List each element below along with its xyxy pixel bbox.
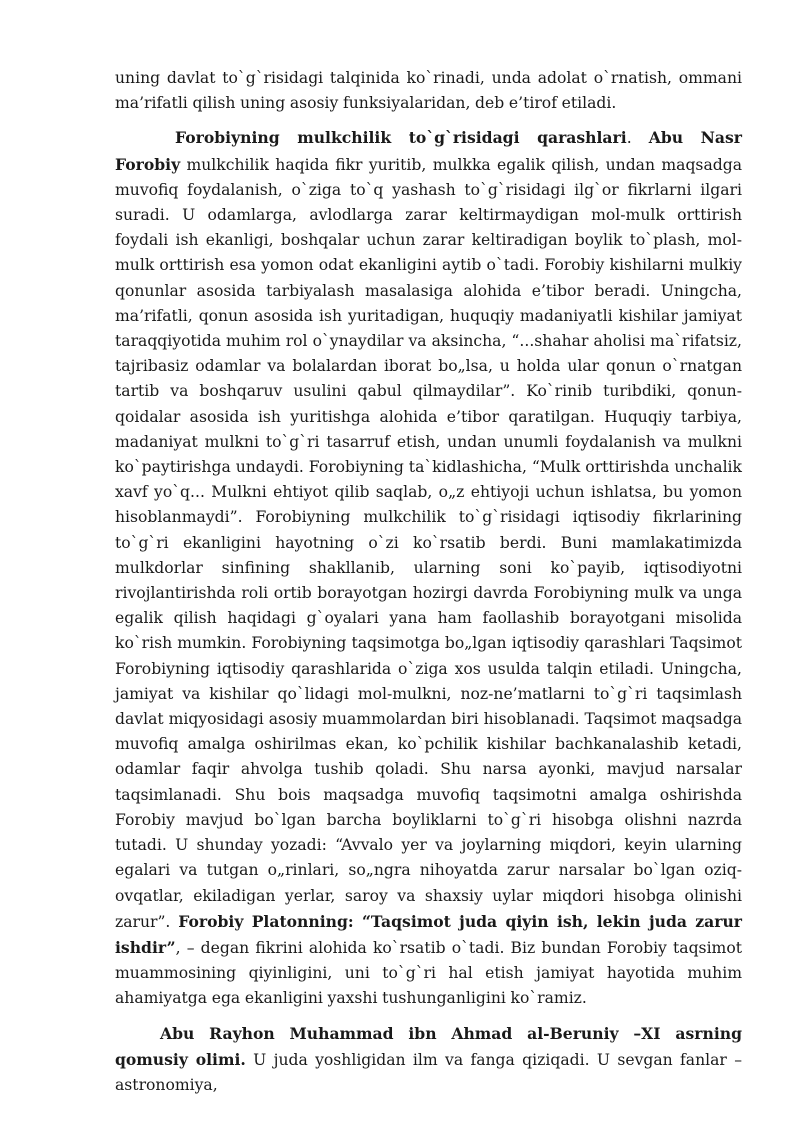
paragraph-intro (115, 66, 742, 116)
paragraph-beruniy-body: U juda yoshligidan ilm va fanga qiziqadi. U sevgan fanlar – astronomiya, (115, 1050, 742, 1094)
paragraph-beruniy (115, 1021, 742, 1099)
paragraph-forobiy-tail: , – degan fikrini alohida ko`rsatib o`tadi. Biz bundan Forobiy taqsimot muammosining qiyinligini, uni to`g`ri hal etish jamiyat hayotida muhim ahamiyatga ega ekanligini yaxshi tushunganligini ko`ramiz. (115, 938, 742, 1008)
platon-quote: Forobiy Platonning: “Taqsimot juda qiyin ish, lekin juda zarur ishdir” (115, 911, 742, 957)
author-name-forobiy: Abu Nasr Forobiy (115, 128, 743, 174)
heading-separator: . (626, 129, 649, 148)
paragraph-forobiy-property (115, 125, 742, 1011)
section-heading-beruniy: Abu Rayhon Muhammad ibn Ahmad al-Beruniy –XI asrning qomusiy olimi. (115, 1023, 742, 1069)
paragraph-forobiy-body: mulkchilik haqida fikr yuritib, mulkka egalik qilish, undan maqsadga muvofiq foydalanish, o`ziga to`q yashash to`g`risidagi ilg`or fikrlarni ilgari suradi. U odamlarga, avlodlarga zarar keltirmaydigan mol-mulk orttirish foydali ish ekanligi, boshqalar uchun zarar keltiradigan boylik to`plash, mol-mulk orttirish esa yomon odat ekanligini aytib o`tadi. Forobiy kishilarni mulkiy qonunlar asosida tarbiyalash masalasiga alohida e’tibor beradi. Uningcha, ma’rifatli, qonun asosida ish yuritadigan, huquqiy madaniyatli kishilar jamiyat taraqqiyotida muhim rol o`ynaydilar va aksincha, “...shahar aholisi ma`rifatsiz, tajribasiz odamlar va bolalardan iborat bo„lsa, u holda ular qonun o`rnatgan tartib va boshqaruv usulini qabul qilmaydilar”. Ko`rinib turibdiki, qonun-qoidalar asosida ish yuritishga alohida e’tibor qaratilgan. Huquqiy tarbiya, madaniyat mulkni to`g`ri tasarruf etish, undan unumli foydalanish va mulkni ko`paytirishga undaydi. Forobiyning ta`kidlashicha, “Mulk orttirishda unchalik xavf yo`q... Mulkni ehtiyot qilib saqlab, o„z ehtiyoji uchun ishlatsa, bu yomon hisoblanmaydi”. Forobiyning mulkchilik to`g`risidagi iqtisodiy fikrlarining to`g`ri ekanligini hayotning o`zi ko`rsatib berdi. Buni mamlakatimizda mulkdorlar sinfining shakllanib, ularning soni ko`payib, iqtisodiyotni rivojlantirishda roli ortib borayotgan hozirgi davrda Forobiyning mulk va unga egalik qilish haqidagi g`oyalari yana ham faollashib borayotgani misolida ko`rish mumkin. Forobiyning taqsimotga bo„lgan iqtisodiy qarashlari Taqsimot Forobiyning iqtisodiy qarashlarida o`ziga xos usulda talqin etiladi. Uningcha, jamiyat va kishilar qo`lidagi mol-mulkni, noz-ne’matlarni to`g`ri taqsimlash davlat miqyosidagi asosiy muammolardan biri hisoblanadi. Taqsimot maqsadga muvofiq amalga oshirilmas ekan, ko`pchilik kishilar bachkanalashib ketadi, odamlar faqir ahvolga tushib qoladi. Shu narsa ayonki, mavjud narsalar taqsimlanadi. Shu bois maqsadga muvofiq taqsimotni amalga oshirishda Forobiy mavjud bo`lgan barcha boyliklarni to`g`ri hisobga olishni nazrda tutadi. U shunday yozadi: “Avvalo yer va joylarning miqdori, keyin ularning egalari va tutgan o„rinlari, so„ngra nihoyatda zarur narsalar bo`lgan oziq-ovqatlar, ekiladigan yerlar, saroy va shaxsiy uylar miqdori hisobga olinishi zarur”. (115, 155, 742, 931)
section-heading-forobiy-property: Forobiyning mulkchilik to`g`risidagi qarashlari (175, 128, 627, 148)
paragraph-intro-text: uning davlat to`g`risidagi talqinida ko`rinadi, unda adolat o`rnatish, ommani ma’rifatli qilish uning asosiy funksiyalaridan, deb e’tirof etiladi. (115, 69, 742, 113)
document-page (115, 66, 742, 1098)
